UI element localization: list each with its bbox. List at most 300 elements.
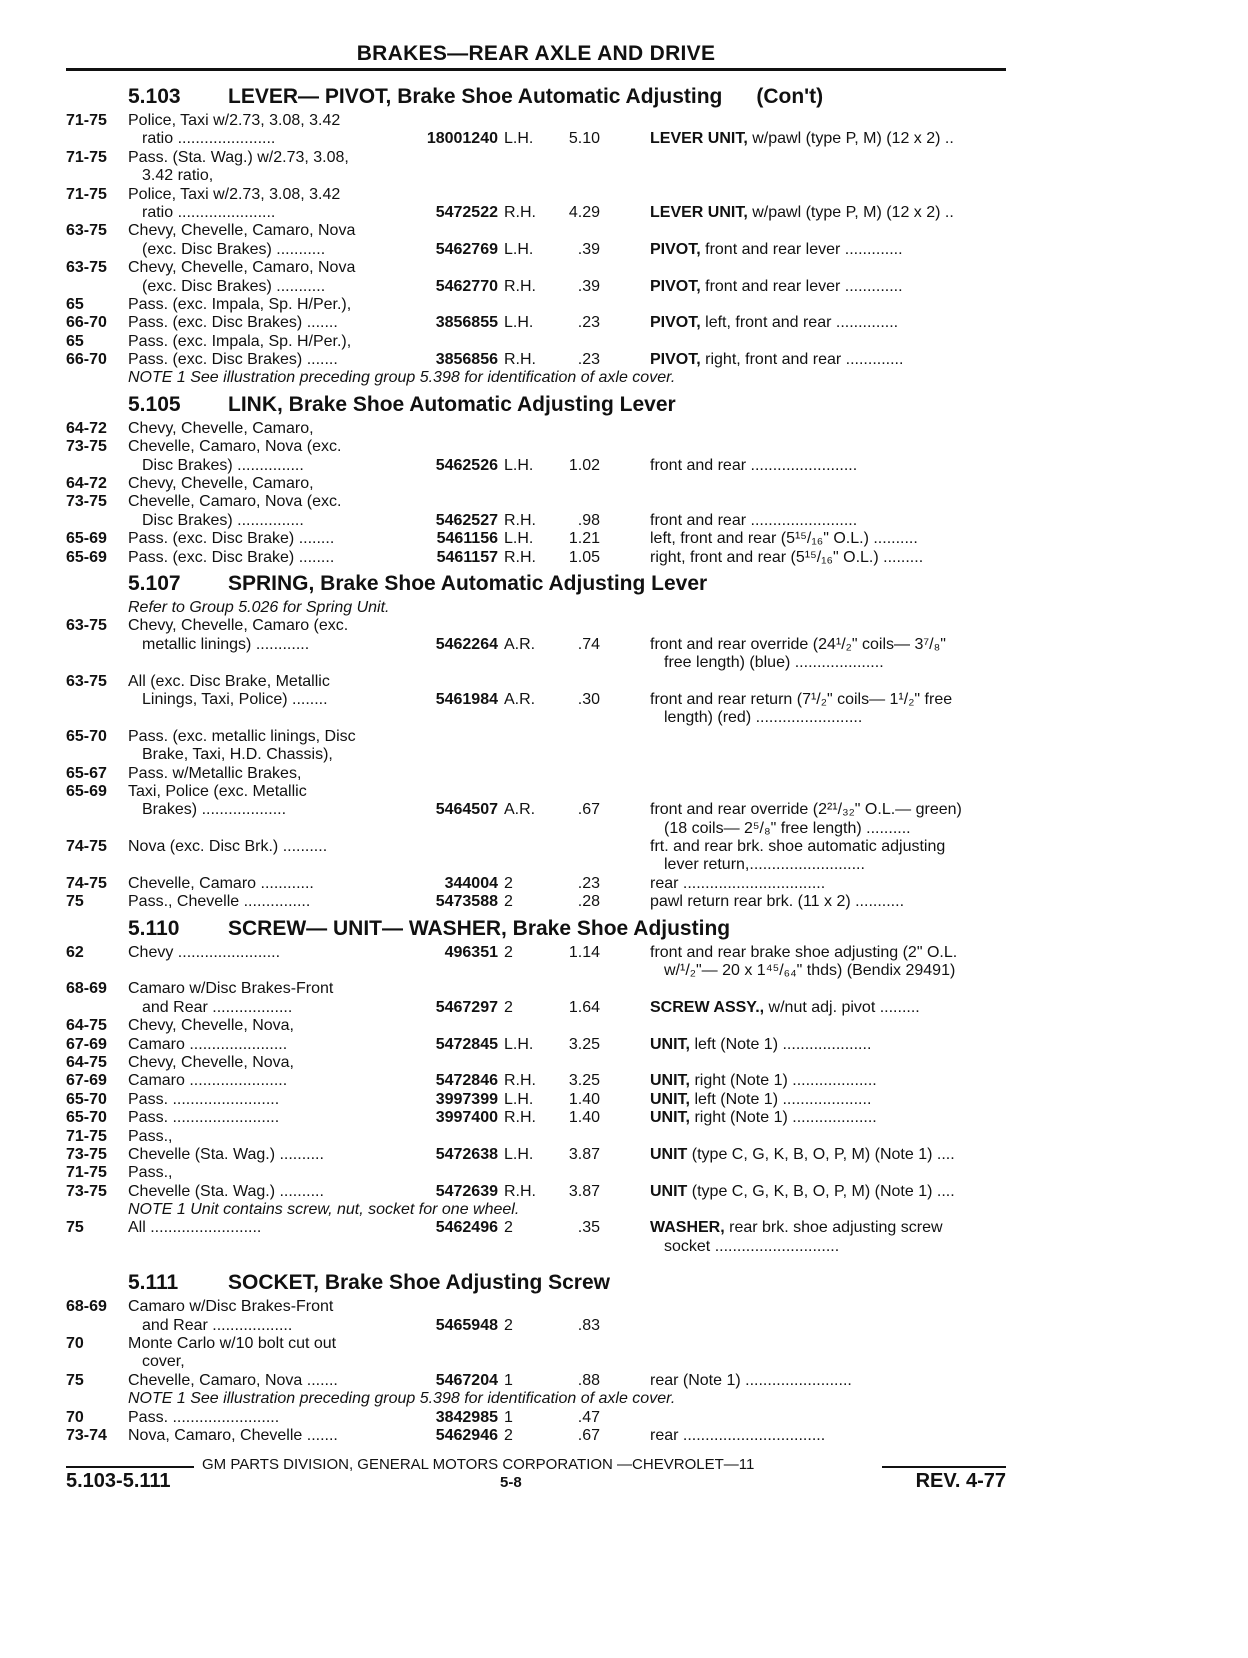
part-description: [650, 351, 1030, 369]
part-detail: left (Note 1) ....................: [690, 1090, 872, 1108]
part-row: [66, 278, 1026, 296]
part-detail: w/pawl (type P, M) (12 x 2) ..: [747, 130, 954, 148]
part-row: [66, 314, 1026, 332]
model-years: 70: [66, 1408, 84, 1426]
parts-table-5110: [66, 944, 1026, 1201]
part-row: [66, 530, 1026, 548]
application-description: Linings, Taxi, Police) ........: [142, 690, 328, 708]
part-number: 5462526: [435, 456, 498, 474]
part-row: [66, 167, 1026, 185]
section-title: LINK, Brake Shoe Automatic Adjusting Lever: [228, 392, 676, 416]
price: 1.05: [568, 548, 600, 566]
price: .88: [577, 1371, 600, 1389]
part-number: 5462946: [435, 1427, 498, 1444]
part-description: [650, 1183, 1030, 1201]
part-detail: w/nut adj. pivot .........: [764, 998, 920, 1016]
section-title: SOCKET, Brake Shoe Adjusting Screw: [228, 1271, 610, 1295]
model-years: 70: [66, 1335, 84, 1353]
part-row: [66, 1238, 1026, 1256]
section-number: 5.103: [128, 85, 181, 108]
part-name: UNIT,: [650, 1090, 690, 1108]
application-description: Disc Brakes) ...............: [142, 456, 304, 474]
part-row: [66, 765, 1026, 783]
page-header-title: BRAKES—REAR AXLE AND DRIVE: [356, 42, 716, 65]
part-row: [66, 856, 1026, 874]
part-row: [66, 820, 1026, 838]
part-description: [650, 457, 1030, 475]
part-row: [66, 893, 1026, 911]
model-years: 71-75: [66, 112, 107, 129]
part-row: [66, 1427, 1026, 1445]
part-row: [66, 493, 1026, 511]
application-description: Chevy, Chevelle, Nova,: [128, 1017, 294, 1035]
part-row: [66, 186, 1026, 204]
part-detail: front and rear ........................: [650, 511, 858, 529]
part-name: SCREW ASSY.,: [650, 998, 765, 1016]
part-detail: right, front and rear (5¹⁵/₁₆" O.L.) .........: [650, 548, 924, 566]
part-row: [66, 549, 1026, 567]
part-description: [650, 512, 1030, 530]
part-description: [650, 1427, 1030, 1445]
application-description: and Rear ..................: [142, 1316, 293, 1334]
model-years: 74-75: [66, 874, 107, 892]
application-description: ratio ......................: [142, 203, 276, 221]
quantity: 1: [504, 1371, 513, 1389]
part-description: [650, 801, 1030, 819]
part-detail: right, front and rear .............: [700, 351, 904, 369]
section-number: 5.105: [128, 392, 181, 416]
part-number: 5464507: [435, 801, 498, 819]
application-description: and Rear ..................: [142, 998, 293, 1016]
model-years: 65-70: [66, 727, 107, 745]
part-row: [66, 673, 1026, 691]
quantity: L.H.: [504, 314, 534, 332]
price: .35: [577, 1219, 600, 1237]
quantity: L.H.: [504, 1090, 534, 1108]
part-name: UNIT,: [650, 1109, 690, 1127]
part-number: 5472639: [435, 1182, 498, 1200]
part-number: 5467297: [435, 998, 498, 1016]
application-description: Camaro w/Disc Brakes-Front: [128, 1298, 334, 1316]
price: 4.29: [568, 203, 600, 221]
part-row: [66, 1183, 1026, 1201]
model-years: 64-72: [66, 475, 107, 493]
model-years: 65: [66, 332, 84, 350]
part-number: 496351: [444, 943, 498, 961]
part-number: 3997400: [435, 1109, 498, 1127]
model-years: 75: [66, 893, 84, 911]
application-description: Nova, Camaro, Chevelle .......: [128, 1427, 338, 1444]
part-detail: length) (red) ........................: [664, 709, 863, 727]
part-description: [650, 241, 1030, 259]
part-description: [664, 962, 1030, 980]
price: 3.25: [568, 1035, 600, 1053]
price: .23: [577, 351, 600, 369]
model-years: 62: [66, 943, 84, 961]
part-description: [650, 1109, 1030, 1127]
header-rule: [66, 68, 1006, 71]
price: 3.25: [568, 1072, 600, 1090]
model-years: 73-75: [66, 1182, 107, 1200]
quantity: R.H.: [504, 548, 536, 566]
model-years: 63-75: [66, 222, 107, 240]
application-description: Pass. ........................: [128, 1408, 280, 1426]
part-description: [664, 856, 1030, 874]
part-description: [664, 820, 1030, 838]
application-description: Chevelle (Sta. Wag.) ..........: [128, 1182, 324, 1200]
part-number: 5461984: [435, 690, 498, 708]
model-years: 73-74: [66, 1427, 107, 1444]
model-years: 74-75: [66, 838, 107, 856]
model-years: 65-69: [66, 782, 107, 800]
model-years: 68-69: [66, 1298, 107, 1316]
application-description: Pass.,: [128, 1127, 173, 1145]
price: .67: [577, 801, 600, 819]
application-description: Pass. (exc. Impala, Sp. H/Per.),: [128, 332, 352, 350]
part-detail: front and rear lever .............: [700, 240, 903, 258]
part-row: [66, 149, 1026, 167]
part-row: [66, 351, 1026, 369]
part-detail: rear brk. shoe adjusting screw: [724, 1219, 943, 1237]
part-row: [66, 1109, 1026, 1127]
model-years: 71-75: [66, 1127, 107, 1145]
parts-table-5111-b: [66, 1409, 1026, 1446]
quantity: 2: [504, 1219, 513, 1237]
part-detail: rear ................................: [650, 874, 826, 892]
quantity: L.H.: [504, 456, 534, 474]
quantity: R.H.: [504, 511, 536, 529]
section-number: 5.107: [128, 571, 181, 595]
section-heading-5107: [66, 569, 1026, 599]
application-description: metallic linings) ............: [142, 635, 310, 653]
model-years: 63-75: [66, 672, 107, 690]
part-number: 5461156: [436, 530, 498, 548]
quantity: 2: [504, 1427, 513, 1444]
quantity: L.H.: [504, 240, 534, 258]
model-years: 65-70: [66, 1109, 107, 1127]
application-description: All (exc. Disc Brake, Metallic: [128, 672, 330, 690]
application-description: Chevy, Chevelle, Camaro (exc.: [128, 617, 349, 635]
application-description: cover,: [142, 1353, 185, 1371]
model-years: 75: [66, 1371, 84, 1389]
parts-table-5110-washer: [66, 1219, 1026, 1256]
part-row: [66, 728, 1026, 746]
part-row: [66, 130, 1026, 148]
model-years: 67-69: [66, 1035, 107, 1053]
part-row: [66, 420, 1026, 438]
application-description: Chevelle, Camaro ............: [128, 874, 314, 892]
model-years: 65-70: [66, 1090, 107, 1108]
parts-table-5103: [66, 112, 1026, 369]
price: 1.21: [568, 530, 600, 548]
part-number: 5473588: [435, 893, 498, 911]
quantity: R.H.: [504, 1109, 536, 1127]
quantity: A.R.: [504, 690, 536, 708]
part-detail: rear ................................: [650, 1427, 826, 1444]
footer-revision: REV. 4-77: [915, 1470, 1006, 1492]
part-row: [66, 1219, 1026, 1237]
part-detail: right (Note 1) ...................: [690, 1109, 877, 1127]
part-name: PIVOT,: [650, 277, 701, 295]
quantity: R.H.: [504, 351, 536, 369]
section-title: SPRING, Brake Shoe Automatic Adjusting Lever: [228, 571, 708, 595]
quantity: 2: [504, 893, 513, 911]
application-description: Chevelle (Sta. Wag.) ..........: [128, 1145, 324, 1163]
part-description: [650, 1091, 1030, 1109]
application-description: Pass. (exc. Disc Brakes) .......: [128, 351, 338, 369]
part-description: [650, 1036, 1030, 1054]
part-number: 5472638: [435, 1145, 498, 1163]
price: .28: [577, 893, 600, 911]
application-description: Monte Carlo w/10 bolt cut out: [128, 1335, 337, 1353]
part-detail: lever return,..........................: [664, 856, 865, 874]
application-description: Brakes) ...................: [142, 801, 287, 819]
note-5110: NOTE 1 Unit contains screw, nut, socket for one wheel.: [128, 1201, 520, 1219]
part-row: [66, 783, 1026, 801]
part-row: [66, 636, 1026, 654]
model-years: 75: [66, 1219, 84, 1237]
part-number: 5462770: [435, 277, 498, 295]
model-years: 73-75: [66, 1145, 107, 1163]
part-row: [66, 617, 1026, 635]
part-description: [650, 893, 1030, 911]
part-detail: front and rear lever .............: [700, 277, 903, 295]
application-description: Pass. (exc. metallic linings, Disc: [128, 727, 356, 745]
application-description: Pass. ........................: [128, 1109, 280, 1127]
part-detail: free length) (blue) ....................: [664, 654, 884, 672]
parts-table-5105: [66, 420, 1026, 567]
quantity: A.R.: [504, 635, 536, 653]
part-detail: front and rear brake shoe adjusting (2" O.L.: [650, 943, 958, 961]
section-number: 5.110: [128, 916, 180, 940]
section-title: SCREW— UNIT— WASHER, Brake Shoe Adjusting: [228, 916, 731, 940]
application-description: Police, Taxi w/2.73, 3.08, 3.42: [128, 112, 341, 129]
part-description: [650, 278, 1030, 296]
part-description: [650, 999, 1030, 1017]
part-description: [664, 709, 1030, 727]
part-row: [66, 1409, 1026, 1427]
model-years: 63-75: [66, 259, 107, 277]
model-years: 65-69: [66, 530, 107, 548]
part-name: UNIT: [650, 1182, 688, 1200]
part-row: [66, 801, 1026, 819]
part-number: 3997399: [435, 1090, 498, 1108]
part-row: [66, 944, 1026, 962]
part-row: [66, 1146, 1026, 1164]
part-number: 5461157: [436, 548, 498, 566]
application-description: Chevelle, Camaro, Nova .......: [128, 1371, 338, 1389]
part-row: [66, 204, 1026, 222]
section-heading-5111: [66, 1268, 1026, 1298]
part-row: [66, 438, 1026, 456]
part-number: 3856855: [435, 314, 498, 332]
parts-table-5107: [66, 617, 1026, 911]
price: .98: [577, 511, 600, 529]
quantity: A.R.: [504, 801, 536, 819]
application-description: Pass. (exc. Disc Brake) ........: [128, 530, 335, 548]
part-detail: frt. and rear brk. shoe automatic adjusting: [650, 838, 946, 856]
quantity: R.H.: [504, 203, 536, 221]
part-detail: left, front and rear ..............: [700, 314, 899, 332]
application-description: Chevy, Chevelle, Camaro, Nova: [128, 259, 356, 277]
application-description: Brake, Taxi, H.D. Chassis),: [142, 746, 333, 764]
model-years: 67-69: [66, 1072, 107, 1090]
model-years: 64-72: [66, 419, 107, 437]
quantity: R.H.: [504, 1072, 536, 1090]
part-detail: right (Note 1) ...................: [690, 1072, 877, 1090]
model-years: 73-75: [66, 438, 107, 456]
part-row: [66, 259, 1026, 277]
part-description: [664, 654, 1030, 672]
part-detail: w/¹/₂"— 20 x 1⁴⁵/₆₄" thds) (Bendix 29491): [664, 962, 956, 980]
price: .39: [577, 240, 600, 258]
application-description: (exc. Disc Brakes) ...........: [142, 240, 326, 258]
price: .47: [577, 1408, 600, 1426]
application-description: Pass.,: [128, 1164, 173, 1182]
application-description: Chevy, Chevelle, Camaro,: [128, 475, 314, 493]
model-years: 64-75: [66, 1017, 107, 1035]
parts-table-5111: [66, 1298, 1026, 1390]
part-number: 18001240: [426, 130, 498, 148]
price: .39: [577, 277, 600, 295]
part-detail: left, front and rear (5¹⁵/₁₆" O.L.) ..........: [650, 530, 918, 548]
part-description: [650, 944, 1030, 962]
application-description: Camaro w/Disc Brakes-Front: [128, 980, 334, 998]
application-description: (exc. Disc Brakes) ...........: [142, 277, 326, 295]
application-description: Pass., Chevelle ...............: [128, 893, 311, 911]
application-description: Chevy, Chevelle, Camaro, Nova: [128, 222, 356, 240]
part-detail: (18 coils— 2⁵/₈" free length) ..........: [664, 819, 911, 837]
part-row: [66, 1072, 1026, 1090]
part-detail: front and rear ........................: [650, 456, 858, 474]
application-description: Taxi, Police (exc. Metallic: [128, 782, 307, 800]
application-description: Pass. (exc. Disc Brake) ........: [128, 548, 335, 566]
model-years: 65-67: [66, 764, 107, 782]
part-row: [66, 112, 1026, 130]
part-row: [66, 1372, 1026, 1390]
quantity: L.H.: [504, 1145, 534, 1163]
part-description: [650, 314, 1030, 332]
part-row: [66, 980, 1026, 998]
application-description: Pass. (exc. Impala, Sp. H/Per.),: [128, 295, 352, 313]
part-detail: left (Note 1) ....................: [690, 1035, 872, 1053]
section-heading-5110: [66, 914, 1026, 944]
part-row: [66, 875, 1026, 893]
application-description: Nova (exc. Disc Brk.) ..........: [128, 838, 328, 856]
part-row: [66, 296, 1026, 314]
model-years: 71-75: [66, 185, 107, 203]
part-description: [650, 1072, 1030, 1090]
price: .23: [577, 874, 600, 892]
part-number: 5462264: [435, 635, 498, 653]
part-row: [66, 1298, 1026, 1316]
part-number: 5472845: [435, 1035, 498, 1053]
part-description: [650, 636, 1030, 654]
note-5111: NOTE 1 See illustration preceding group 5.398 for identification of axle cover.: [128, 1390, 676, 1408]
part-detail: front and rear override (2²¹/₃₂" O.L.— green): [650, 801, 962, 819]
price: 3.87: [568, 1145, 600, 1163]
part-number: 5462769: [435, 240, 498, 258]
section-suffix: (Con't): [756, 85, 824, 108]
application-description: 3.42 ratio,: [142, 167, 214, 185]
quantity: 2: [504, 998, 513, 1016]
quantity: 2: [504, 943, 513, 961]
price: 1.02: [568, 456, 600, 474]
part-name: PIVOT,: [650, 240, 701, 258]
part-detail: front and rear override (24¹/₂" coils— 3⁷/₈": [650, 635, 946, 653]
part-description: [650, 1146, 1030, 1164]
quantity: R.H.: [504, 277, 536, 295]
price: .67: [577, 1427, 600, 1444]
price: 1.40: [568, 1090, 600, 1108]
part-row: [66, 1353, 1026, 1371]
model-years: 63-75: [66, 617, 107, 635]
application-description: Camaro ......................: [128, 1072, 288, 1090]
part-row: [66, 691, 1026, 709]
price: 1.64: [568, 998, 600, 1016]
part-name: WASHER,: [650, 1219, 725, 1237]
quantity: 1: [504, 1408, 513, 1426]
part-row: [66, 1017, 1026, 1035]
part-number: 344004: [444, 874, 498, 892]
application-description: Pass. w/Metallic Brakes,: [128, 764, 302, 782]
part-detail: front and rear return (7¹/₂" coils— 1¹/₂" free: [650, 690, 953, 708]
part-detail: rear (Note 1) ........................: [650, 1371, 852, 1389]
quantity: R.H.: [504, 1182, 536, 1200]
model-years: 68-69: [66, 980, 107, 998]
part-name: UNIT,: [650, 1035, 690, 1053]
model-years: 71-75: [66, 148, 107, 166]
model-years: 66-70: [66, 351, 107, 369]
part-detail: (type C, G, K, B, O, P, M) (Note 1) ....: [687, 1145, 955, 1163]
application-description: Pass. (Sta. Wag.) w/2.73, 3.08,: [128, 148, 349, 166]
catalog-content: [66, 80, 1026, 1445]
part-description: [650, 691, 1030, 709]
part-detail: socket ............................: [664, 1237, 840, 1255]
part-name: UNIT,: [650, 1072, 690, 1090]
part-detail: pawl return rear brk. (11 x 2) ...........: [650, 893, 905, 911]
part-description: [650, 1219, 1030, 1237]
part-number: 5465948: [435, 1316, 498, 1334]
part-description: [650, 549, 1030, 567]
application-description: All .........................: [128, 1219, 262, 1237]
application-description: Chevy .......................: [128, 943, 281, 961]
part-row: [66, 475, 1026, 493]
part-row: [66, 1128, 1026, 1146]
part-description: [650, 130, 1030, 148]
part-row: [66, 512, 1026, 530]
part-number: 3842985: [435, 1408, 498, 1426]
part-row: [66, 333, 1026, 351]
quantity: L.H.: [504, 530, 534, 548]
application-description: Pass. (exc. Disc Brakes) .......: [128, 314, 338, 332]
part-number: 3856856: [435, 351, 498, 369]
model-years: 71-75: [66, 1164, 107, 1182]
model-years: 65-69: [66, 548, 107, 566]
section-heading-5105: [66, 390, 1026, 420]
part-description: [650, 204, 1030, 222]
part-row: [66, 457, 1026, 475]
part-row: [66, 1164, 1026, 1182]
quantity: 2: [504, 1316, 513, 1334]
quantity: L.H.: [504, 1035, 534, 1053]
part-number: 5472846: [435, 1072, 498, 1090]
application-description: Pass. ........................: [128, 1090, 280, 1108]
part-row: [66, 838, 1026, 856]
application-description: Chevy, Chevelle, Nova,: [128, 1053, 294, 1071]
part-name: UNIT: [650, 1145, 688, 1163]
part-number: 5472522: [435, 203, 498, 221]
